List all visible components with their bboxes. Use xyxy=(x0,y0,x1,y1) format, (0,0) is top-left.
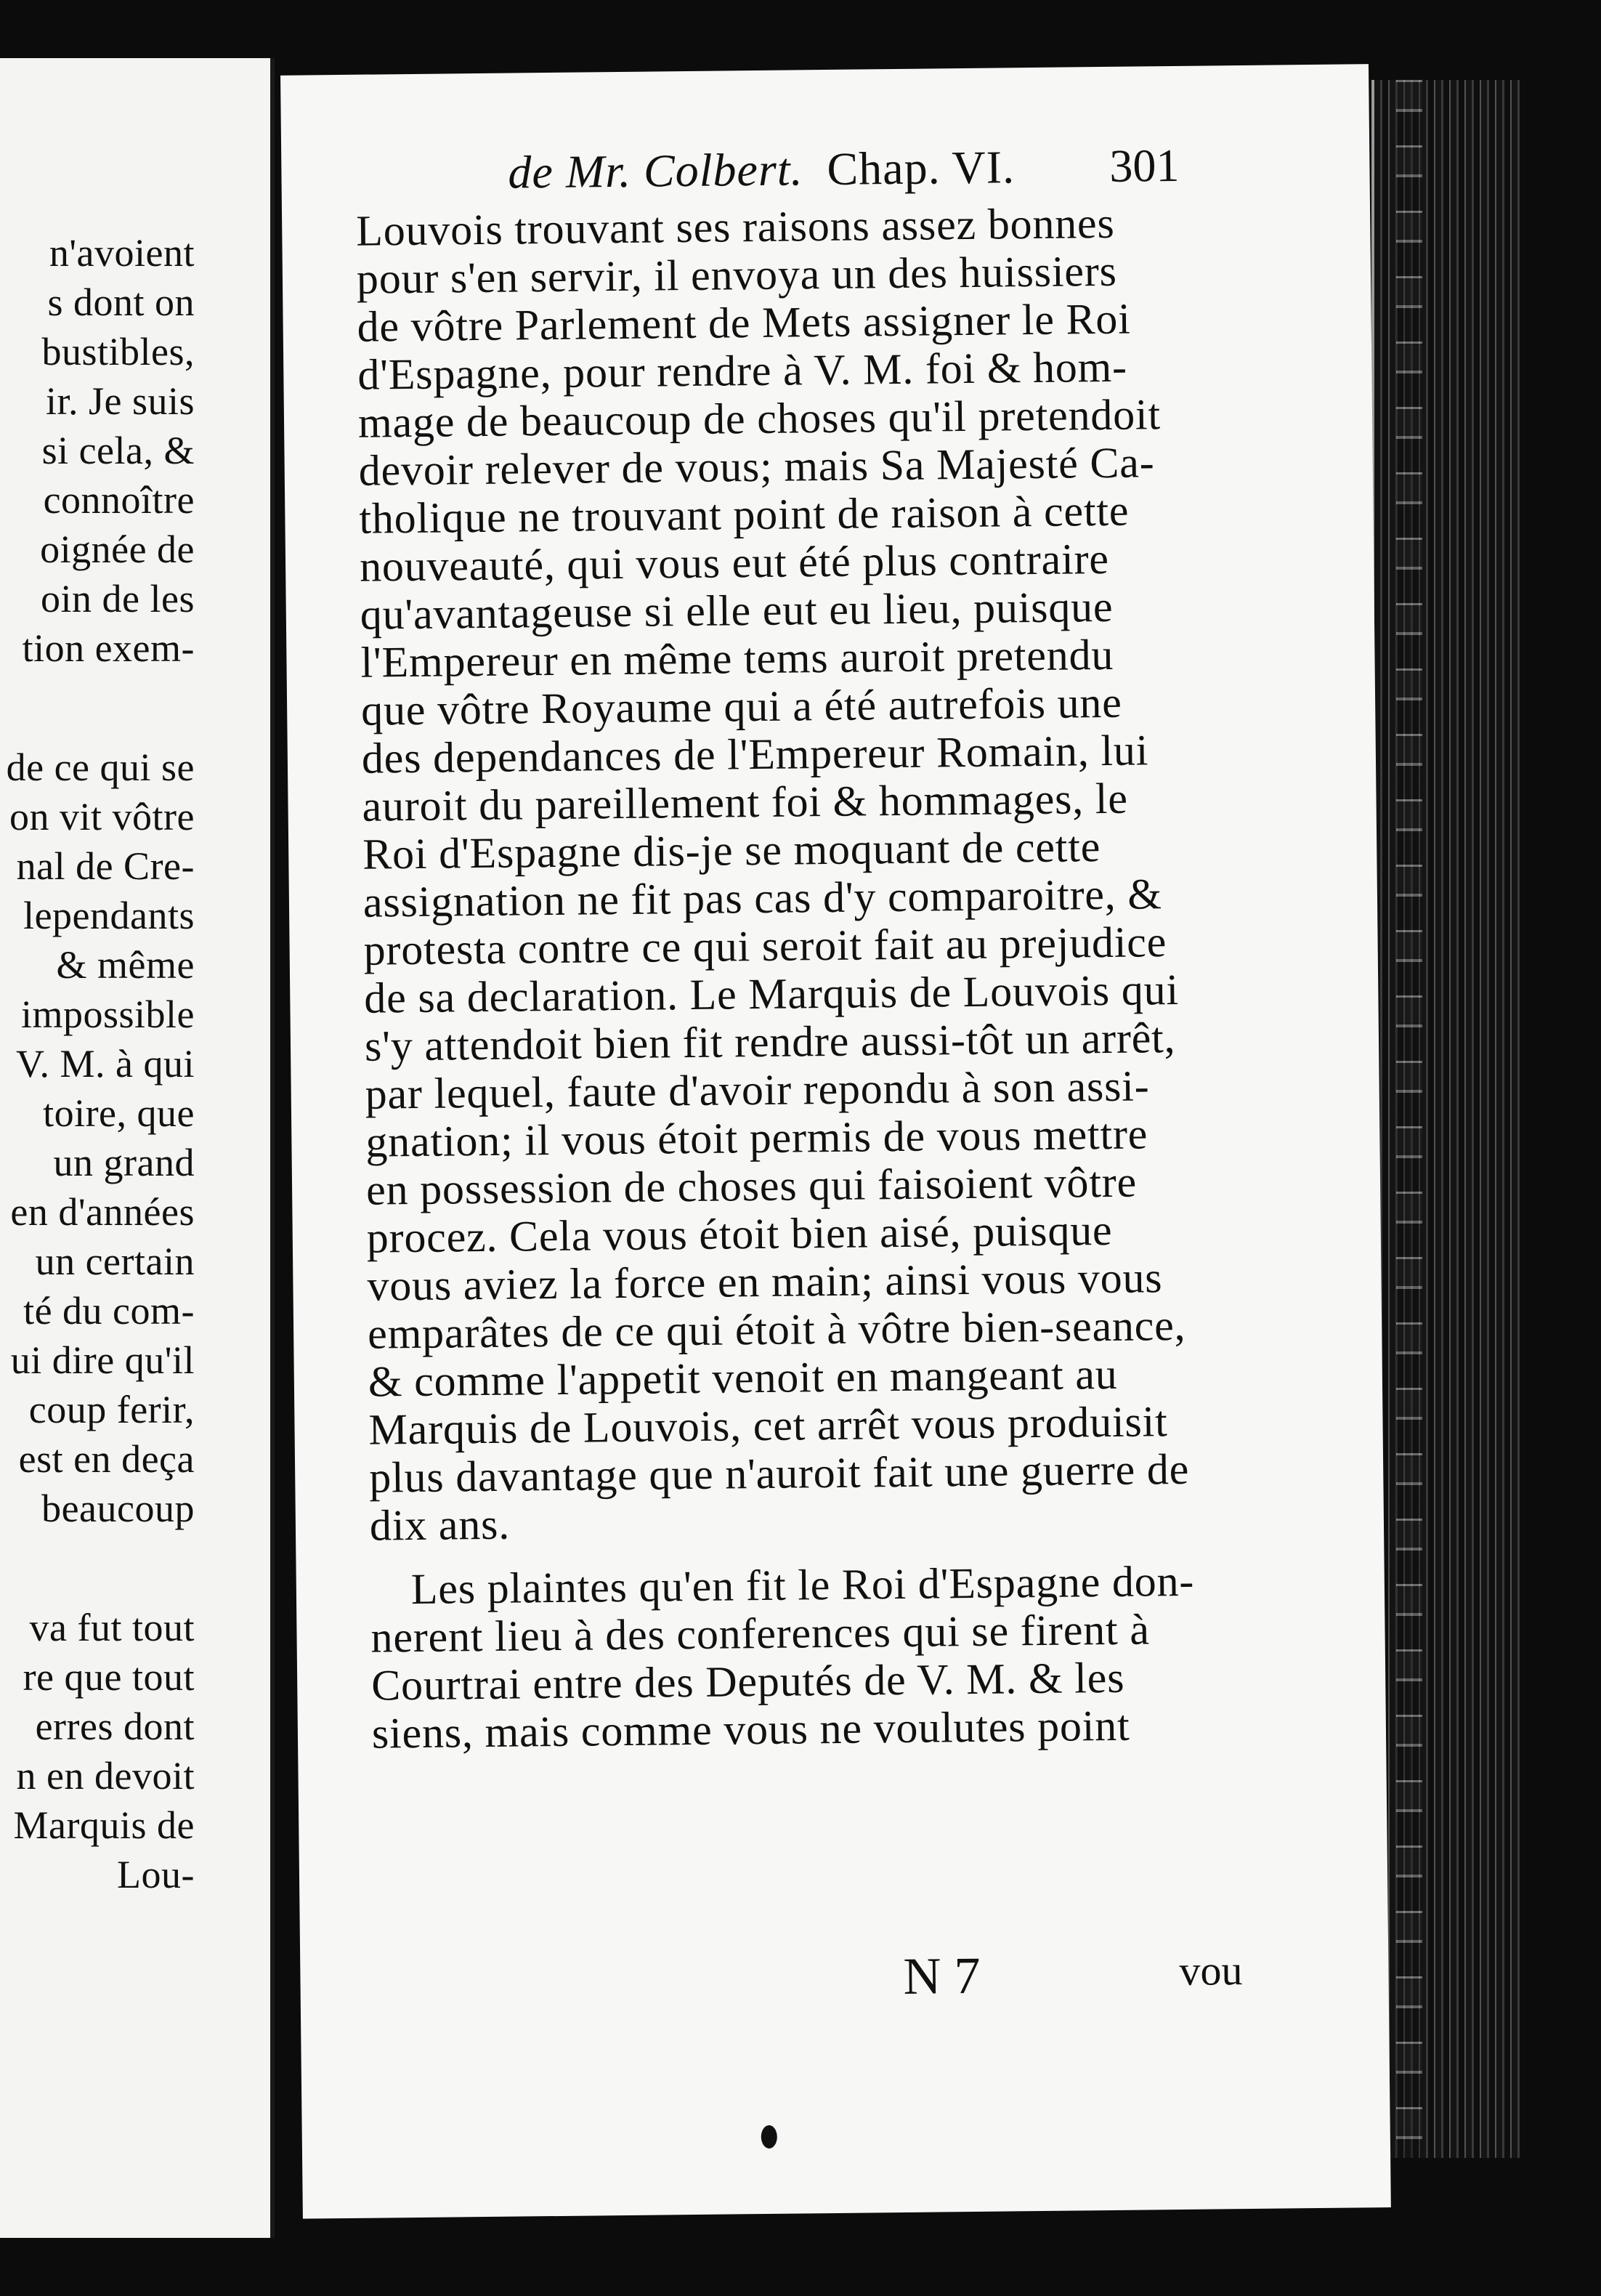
text-line: auroit du pareillement foi & hommages, le xyxy=(362,774,1129,830)
left-page-line: & même xyxy=(56,943,195,987)
left-page-line: beaucoup xyxy=(41,1487,195,1530)
text-line: des dependances de l'Empereur Romain, lui xyxy=(361,726,1149,783)
text-line: mage de beaucoup de choses qu'il pretendoit xyxy=(357,390,1162,447)
page-edges-binding xyxy=(1371,80,1520,2158)
left-page-line: s dont on xyxy=(47,280,195,324)
text-line: Courtrai entre des Deputés de V. M. & les xyxy=(370,1653,1125,1710)
left-page-line: re que tout xyxy=(23,1655,195,1699)
text-line: par lequel, faute d'avoir repondu à son assi- xyxy=(365,1062,1150,1118)
left-page-line: V. M. à qui xyxy=(15,1042,195,1086)
text-line: & comme l'appetit venoit en mangeant au xyxy=(368,1349,1118,1406)
left-page-line: connoître xyxy=(43,478,195,522)
text-line: protesta contre ce qui seroit fait au prejudice xyxy=(363,918,1167,974)
text-line: assignation ne fit pas cas d'y comparoitre, & xyxy=(362,870,1163,926)
text-line: Marquis de Louvois, cet arrêt vous produisit xyxy=(368,1397,1168,1454)
text-line: Les plaintes qu'en fit le Roi d'Espagne don- xyxy=(410,1556,1195,1614)
text-line: d'Espagne, pour rendre à V. M. foi & hom- xyxy=(357,342,1128,399)
left-page-line: ir. Je suis xyxy=(45,379,195,423)
text-line: de vôtre Parlement de Mets assigner le Roi xyxy=(357,294,1131,351)
text-line: devoir relever de vous; mais Sa Majesté Ca- xyxy=(358,438,1155,495)
left-page-line: ui dire qu'il xyxy=(10,1338,195,1382)
left-page-line: va fut tout xyxy=(29,1606,195,1649)
text-line: procez. Cela vous étoit bien aisé, puisque xyxy=(366,1205,1113,1262)
text-line: qu'avantageuse si elle eut eu lieu, puisque xyxy=(360,582,1114,639)
text-line: de sa declaration. Le Marquis de Louvois qui xyxy=(363,965,1180,1022)
left-page-line: si cela, & xyxy=(41,429,195,472)
left-page-line: té du com- xyxy=(23,1289,195,1333)
left-page-line: oignée de xyxy=(40,527,195,571)
left-page-line: n'avoient xyxy=(49,231,195,275)
text-line: que vôtre Royaume qui a été autrefois une xyxy=(360,678,1122,735)
left-page-line: de ce qui se xyxy=(6,745,195,789)
text-line: siens, mais comme vous ne voulutes point xyxy=(371,1701,1130,1758)
left-page-line: coup ferir, xyxy=(28,1388,195,1431)
book-page xyxy=(280,64,1391,2219)
left-page-line: oin de les xyxy=(41,577,195,621)
text-line: Louvois trouvant ses raisons assez bonnes xyxy=(355,198,1115,255)
left-page-line: Lou- xyxy=(117,1853,195,1896)
text-line: en possession de choses qui faisoient vôtre xyxy=(365,1157,1138,1214)
left-page-line: n en devoit xyxy=(16,1754,195,1798)
left-page-line: impossible xyxy=(20,993,195,1036)
text-line: gnation; il vous étoit permis de vous mettre xyxy=(365,1109,1148,1166)
running-head-title: de Mr. Colbert. xyxy=(508,143,803,198)
left-page-line: nal de Cre- xyxy=(16,844,195,888)
catchword: vou xyxy=(1179,1947,1243,1995)
left-page-line: toire, que xyxy=(43,1091,195,1135)
ink-blot xyxy=(761,2125,777,2149)
left-page-line: bustibles, xyxy=(41,330,195,373)
signature-mark: N 7 xyxy=(903,1946,981,2006)
left-page-line: lependants xyxy=(23,894,195,937)
left-page-line: un grand xyxy=(53,1141,195,1184)
text-line: l'Empereur en même tems auroit pretendu xyxy=(360,630,1114,687)
text-line: emparâtes de ce qui étoit à vôtre bien-seance, xyxy=(367,1301,1186,1358)
text-line: nerent lieu à des conferences qui se firent à xyxy=(370,1605,1151,1662)
chapter-label: Chap. VI. xyxy=(827,141,1016,195)
text-line: tholique ne trouvant point de raison à cette xyxy=(359,486,1130,543)
text-line: vous aviez la force en main; ainsi vous vous xyxy=(367,1253,1163,1310)
text-line: nouveauté, qui vous eut été plus contraire xyxy=(359,534,1110,591)
text-line: Roi d'Espagne dis-je se moquant de cette xyxy=(362,822,1101,878)
left-facing-page xyxy=(0,58,275,2238)
text-line: s'y attendoit bien fit rendre aussi-tôt un arrêt, xyxy=(364,1014,1176,1070)
left-page-line: Marquis de xyxy=(13,1803,195,1847)
left-page-line: un certain xyxy=(35,1240,195,1283)
running-head xyxy=(508,140,1015,199)
text-line: pour s'en servir, il envoya un des huissiers xyxy=(356,246,1118,303)
left-page-line: erres dont xyxy=(35,1705,195,1748)
left-page-line: en d'années xyxy=(10,1190,195,1234)
text-line: dix ans. xyxy=(369,1500,511,1550)
left-page-line: on vit vôtre xyxy=(9,795,195,838)
left-page-line: est en deça xyxy=(18,1437,195,1481)
page-number: 301 xyxy=(1109,139,1180,192)
text-line: plus davantage que n'auroit fait une guerre de xyxy=(368,1444,1190,1502)
left-page-line: tion exem- xyxy=(22,626,195,670)
